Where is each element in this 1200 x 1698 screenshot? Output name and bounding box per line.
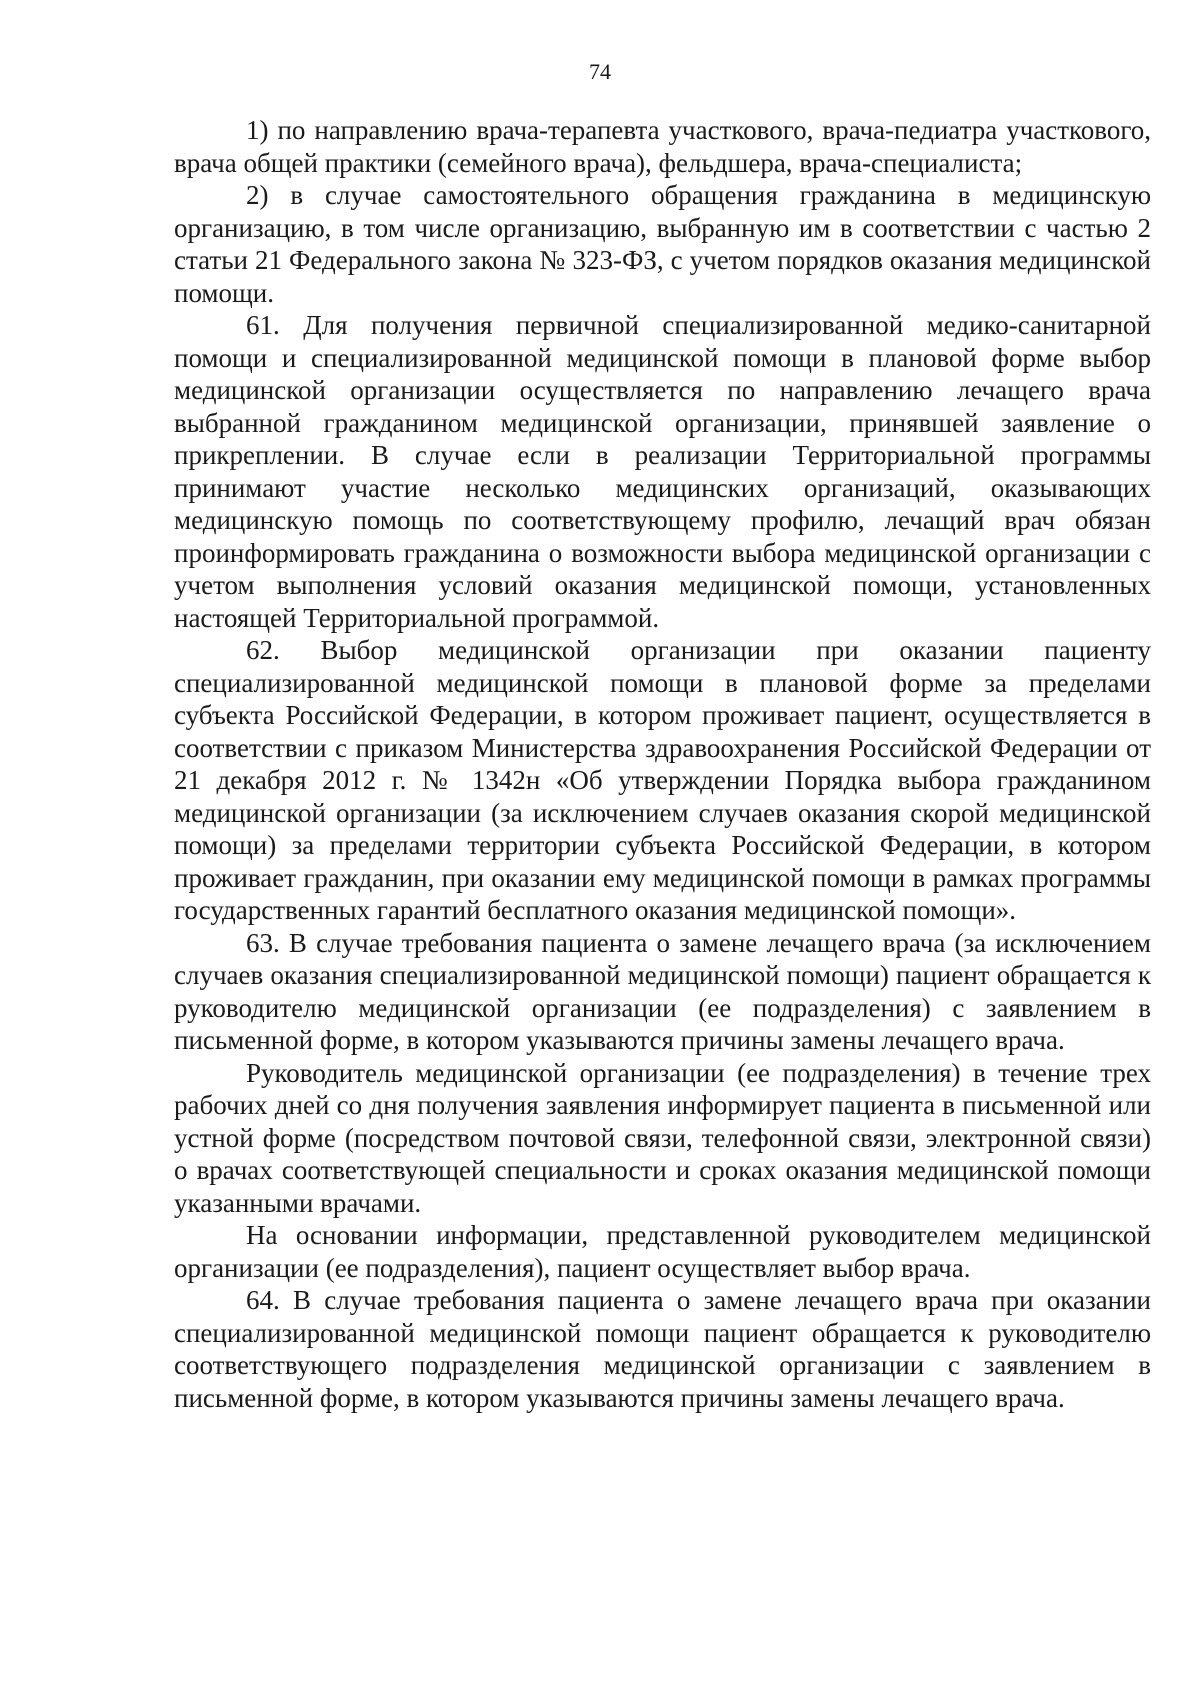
paragraph-62: 62. Выбор медицинской организации при оказании пациенту специализированной медицинской помощи в плановой форме за пределами субъекта Российской Федерации, в котором проживает пациент, осуществляется в соответствии с приказом Министерства здравоохранения Российской Федерации от 21 декабря 2012 г. № 1342н «Об утверждении Порядка выбора гражданином медицинской организации (за исключением случаев оказания скорой медицинской помощи) за пределами территории субъекта Российской Федерации, в котором проживает гражданин, при оказании ему медицинской помощи в рамках программы государственных гарантий бесплатного оказания медицинской помощи». <box>174 635 1151 925</box>
paragraph-61: 61. Для получения первичной специализированной медико-санитарной помощи и специализированной медицинской помощи в плановой форме выбор медицинской организации осуществляется по направлению лечащего врача выбранной гражданином медицинской организации, принявшей заявление о прикреплении. В случае если в реализации Территориальной программы принимают участие несколько медицинских организаций, оказывающих медицинскую помощь по соответствующему профилю, лечащий врач обязан проинформировать гражданина о возможности выбора медицинской организации с учетом выполнения условий оказания медицинской помощи, установленных настоящей Территориальной программой. <box>174 310 1151 633</box>
paragraph-63: 63. В случае требования пациента о замене лечащего врача (за исключением случаев оказания специализированной медицинской помощи) пациент обращается к руководителю медицинской организации (ее подразделения) с заявлением в письменной форме, в котором указываются причины замены лечащего врача. <box>174 927 1151 1055</box>
paragraph-item-1: 1) по направлению врача-терапевта участкового, врача-педиатра участкового, врача общей практики (семейного врача), фельдшера, врача-специалиста; <box>174 115 1151 178</box>
paragraph-item-2: 2) в случае самостоятельного обращения гражданина в медицинскую организацию, в том числе организацию, выбранную им в соответствии с частью 2 статьи 21 Федерального закона № 323-ФЗ, с учетом порядков оказания медицинской помощи. <box>174 180 1151 308</box>
paragraph-63-patient-choice: На основании информации, представленной руководителем медицинской организации (ее подразделения), пациент осуществляет выбор врача. <box>174 1220 1151 1283</box>
paragraph-63-head-response: Руководитель медицинской организации (ее подразделения) в течение трех рабочих дней со дня получения заявления информирует пациента в письменной или устной форме (посредством почтовой связи, телефонной связи, электронной связи) о врачах соответствующей специальности и сроках оказания медицинской помощи указанными врачами. <box>174 1057 1151 1218</box>
paragraph-64: 64. В случае требования пациента о замене лечащего врача при оказании специализированной медицинской помощи пациент обращается к руководителю соответствующего подразделения медицинской организации с заявлением в письменной форме, в котором указываются причины замены лечащего врача. <box>174 1285 1151 1413</box>
page-number: 74 <box>589 59 611 84</box>
document-body <box>174 114 1151 1414</box>
